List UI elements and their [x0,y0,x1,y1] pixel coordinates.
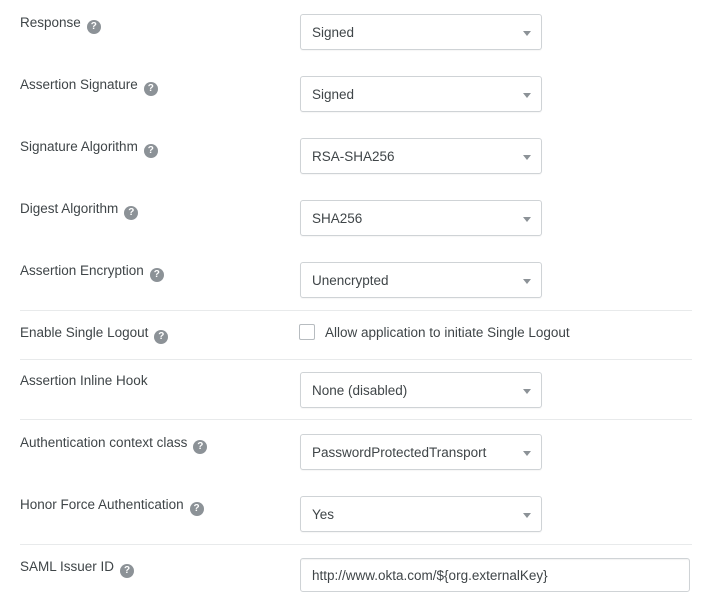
label-assertion-encryption [20,262,164,282]
assertion-inline-hook-select[interactable] [300,372,542,408]
saml-issuer-id-input[interactable] [300,558,690,592]
chevron-down-icon [523,451,531,456]
assertion-signature-select[interactable] [300,76,542,112]
chevron-down-icon [523,93,531,98]
help-icon[interactable]: ? [124,206,138,220]
signature-algorithm-select[interactable] [300,138,542,174]
help-icon[interactable]: ? [190,502,204,516]
divider [20,544,692,545]
control-assertion-signature [300,76,542,112]
label-assertion-inline-hook-text: Assertion Inline Hook [20,373,148,388]
control-honor-force-authentication [300,496,542,532]
chevron-down-icon [523,279,531,284]
help-icon[interactable]: ? [87,20,101,34]
label-digest-algorithm [20,200,138,220]
help-icon[interactable]: ? [144,82,158,96]
assertion-inline-hook-select-value: None (disabled) [312,383,408,398]
control-saml-issuer-id [300,558,690,592]
label-saml-issuer-id-text: SAML Issuer ID [20,559,115,574]
chevron-down-icon [523,389,531,394]
chevron-down-icon [523,31,531,36]
authentication-context-class-select-value: PasswordProtectedTransport [312,445,487,460]
single-logout-checkbox-label: Allow application to initiate Single Logout [325,325,570,340]
chevron-down-icon [523,155,531,160]
label-saml-issuer-id [20,558,134,578]
response-select[interactable] [300,14,542,50]
response-select-value: Signed [312,25,355,40]
control-assertion-inline-hook [300,372,542,408]
label-response [20,14,101,34]
label-authentication-context-class [20,434,207,454]
chevron-down-icon [523,513,531,518]
control-signature-algorithm [300,138,542,174]
assertion-signature-select-value: Signed [312,87,355,102]
assertion-encryption-select[interactable] [300,262,542,298]
label-honor-force-authentication-text: Honor Force Authentication [20,497,184,512]
label-enable-single-logout-text: Enable Single Logout [20,325,149,340]
label-honor-force-authentication [20,496,204,516]
label-digest-algorithm-text: Digest Algorithm [20,201,119,216]
label-signature-algorithm [20,138,158,158]
help-icon[interactable]: ? [193,440,207,454]
chevron-down-icon [523,217,531,222]
label-assertion-signature [20,76,158,96]
control-assertion-encryption [300,262,542,298]
label-response-text: Response [20,15,81,30]
label-signature-algorithm-text: Signature Algorithm [20,139,138,154]
divider [20,359,692,360]
divider [20,419,692,420]
help-icon[interactable]: ? [144,144,158,158]
assertion-encryption-select-value: Unencrypted [312,273,389,288]
control-digest-algorithm [300,200,542,236]
help-icon[interactable]: ? [154,330,168,344]
signature-algorithm-select-value: RSA-SHA256 [312,149,395,164]
authentication-context-class-select[interactable] [300,434,542,470]
label-enable-single-logout [20,324,168,344]
digest-algorithm-select-value: SHA256 [312,211,363,226]
honor-force-authentication-select-value: Yes [312,507,335,522]
divider [20,310,692,311]
help-icon[interactable]: ? [150,268,164,282]
label-assertion-signature-text: Assertion Signature [20,77,138,92]
label-assertion-inline-hook [20,372,148,390]
control-enable-single-logout [299,324,570,344]
saml-issuer-id-value: http://www.okta.com/${org.externalKey} [312,568,548,583]
label-assertion-encryption-text: Assertion Encryption [20,263,144,278]
control-authentication-context-class [300,434,542,470]
control-response [300,14,542,50]
help-icon[interactable]: ? [120,564,134,578]
single-logout-checkbox[interactable] [299,324,315,340]
single-logout-checkbox-row[interactable] [299,324,570,344]
label-authentication-context-class-text: Authentication context class [20,435,188,450]
honor-force-authentication-select[interactable] [300,496,542,532]
digest-algorithm-select[interactable] [300,200,542,236]
